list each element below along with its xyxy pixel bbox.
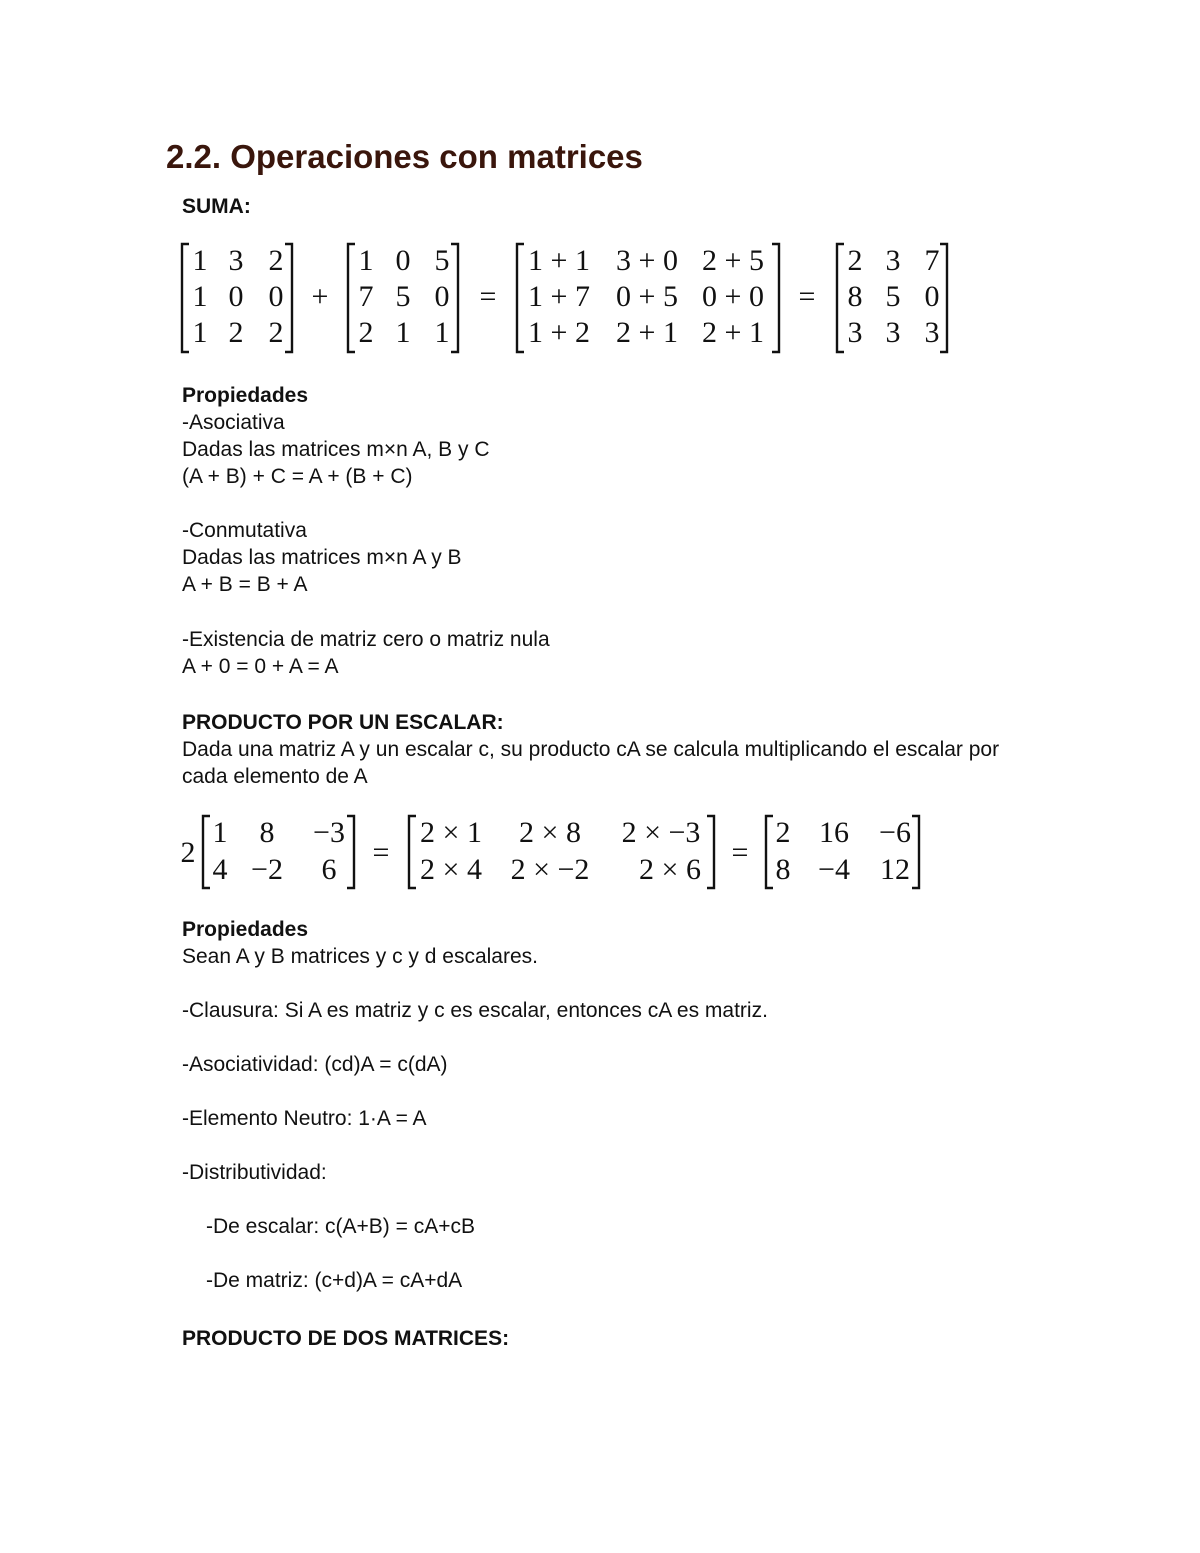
matrix-a-cell: 2 — [268, 244, 284, 277]
suma-properties-heading: Propiedades — [182, 384, 309, 407]
equals-sign: = — [798, 280, 816, 313]
sum-expr-cell: 2 + 1 — [616, 316, 678, 349]
result-cell: 7 — [924, 244, 940, 277]
equals-sign: = — [479, 280, 497, 313]
matrix-b-cell: 0 — [434, 280, 450, 313]
result-cell: 5 — [885, 280, 901, 313]
matrix-a-cell: 0 — [228, 280, 244, 313]
property-line: Dadas las matrices m×n A, B y C — [182, 438, 490, 461]
property-subline: -De escalar: c(A+B) = cA+cB — [206, 1215, 476, 1238]
bracket-right — [285, 244, 292, 352]
escalar-result-cell: −4 — [818, 853, 850, 886]
escalar-result-cell: 2 — [775, 816, 791, 849]
producto-dos-heading: PRODUCTO DE DOS MATRICES: — [182, 1327, 510, 1350]
matrix-m-cell: −2 — [251, 853, 283, 886]
property-line: Dadas las matrices m×n A y B — [182, 546, 462, 569]
matrix-b-cell: 2 — [358, 316, 374, 349]
sum-expr-cell: 1 + 7 — [528, 280, 590, 313]
result-cell: 3 — [847, 316, 863, 349]
sum-expr-cell: 3 + 0 — [616, 244, 678, 277]
section-title: 2.2. Operaciones con matrices — [166, 138, 643, 175]
bracket-left — [182, 244, 189, 352]
scalar-value: 2 — [180, 836, 196, 869]
plus-sign: + — [311, 280, 329, 313]
bracket-left — [766, 816, 773, 888]
escalar-result-cell: 8 — [775, 853, 791, 886]
bracket-left — [348, 244, 355, 352]
matrix-b-cell: 5 — [434, 244, 450, 277]
bracket-right — [707, 816, 714, 888]
product-expr-cell: 2 × 1 — [420, 816, 482, 849]
escalar-result-cell: 16 — [819, 816, 849, 849]
matrix-b-cell: 1 — [395, 316, 411, 349]
bracket-left — [203, 816, 210, 888]
property-line: -Distributividad: — [182, 1161, 327, 1184]
matrix-a-cell: 1 — [192, 316, 208, 349]
bracket-right — [451, 244, 458, 352]
sum-expr-cell: 1 + 2 — [528, 316, 590, 349]
property-line: -Elemento Neutro: 1·A = A — [182, 1107, 427, 1130]
bracket-right — [772, 244, 779, 352]
matrix-m-cell: 1 — [212, 816, 228, 849]
bracket-right — [940, 244, 947, 352]
property-line: A + 0 = 0 + A = A — [182, 655, 339, 678]
product-expr-cell: 2 × −2 — [510, 853, 590, 886]
matrix-b-cell: 1 — [434, 316, 450, 349]
matrix-b-cell: 0 — [395, 244, 411, 277]
property-subline: -De matriz: (c+d)A = cA+dA — [206, 1269, 463, 1292]
result-cell: 3 — [885, 244, 901, 277]
equals-sign: = — [731, 836, 749, 869]
matrix-m-cell: 6 — [321, 853, 337, 886]
result-cell: 8 — [847, 280, 863, 313]
escalar-result-cell: −6 — [879, 816, 911, 849]
sum-expr-cell: 0 + 0 — [702, 280, 764, 313]
property-line: -Conmutativa — [182, 519, 307, 542]
matrix-m-cell: 8 — [259, 816, 275, 849]
product-expr-cell: 2 × 6 — [639, 853, 701, 886]
product-expr-cell: 2 × 4 — [420, 853, 482, 886]
escalar-description: Dada una matriz A y un escalar c, su producto cA se calcula multiplicando el escalar por cada elemento de A — [182, 738, 1000, 788]
property-line: A + B = B + A — [182, 573, 308, 596]
sum-expr-cell: 2 + 5 — [702, 244, 764, 277]
matrix-a-cell: 3 — [228, 244, 244, 277]
property-line: -Asociativa — [182, 411, 285, 434]
property-line: -Asociatividad: (cd)A = c(dA) — [182, 1053, 448, 1076]
matrix-b-cell: 5 — [395, 280, 411, 313]
sum-expr-cell: 1 + 1 — [528, 244, 590, 277]
escalar-heading: PRODUCTO POR UN ESCALAR: — [182, 711, 504, 734]
suma-equation — [170, 236, 970, 360]
escalar-result-cell: 12 — [880, 853, 910, 886]
suma-heading: SUMA: — [182, 195, 251, 218]
matrix-a-cell: 2 — [268, 316, 284, 349]
matrix-m-cell: 4 — [212, 853, 228, 886]
escalar-properties-heading: Propiedades — [182, 918, 309, 941]
property-line: -Clausura: Si A es matriz y c es escalar, entonces cA es matriz. — [182, 999, 768, 1022]
bracket-left — [409, 816, 416, 888]
property-line: (A + B) + C = A + (B + C) — [182, 465, 413, 488]
product-expr-cell: 2 × 8 — [519, 816, 581, 849]
matrix-a-cell: 1 — [192, 280, 208, 313]
matrix-b-cell: 1 — [358, 244, 374, 277]
matrix-a-cell: 2 — [228, 316, 244, 349]
bracket-left — [517, 244, 524, 352]
result-cell: 2 — [847, 244, 863, 277]
property-line: Sean A y B matrices y c y d escalares. — [182, 945, 538, 968]
sum-expr-cell: 2 + 1 — [702, 316, 764, 349]
matrix-a-cell: 0 — [268, 280, 284, 313]
result-cell: 3 — [885, 316, 901, 349]
bracket-right — [347, 816, 354, 888]
bracket-right — [912, 816, 919, 888]
equals-sign: = — [372, 836, 390, 869]
property-line: -Existencia de matriz cero o matriz nula — [182, 628, 550, 651]
bracket-left — [837, 244, 844, 352]
escalar-equation — [170, 808, 950, 898]
matrix-a-cell: 1 — [192, 244, 208, 277]
sum-expr-cell: 0 + 5 — [616, 280, 678, 313]
result-cell: 0 — [924, 280, 940, 313]
matrix-m-cell: −3 — [313, 816, 345, 849]
result-cell: 3 — [924, 316, 940, 349]
product-expr-cell: 2 × −3 — [621, 816, 701, 849]
matrix-b-cell: 7 — [358, 280, 374, 313]
